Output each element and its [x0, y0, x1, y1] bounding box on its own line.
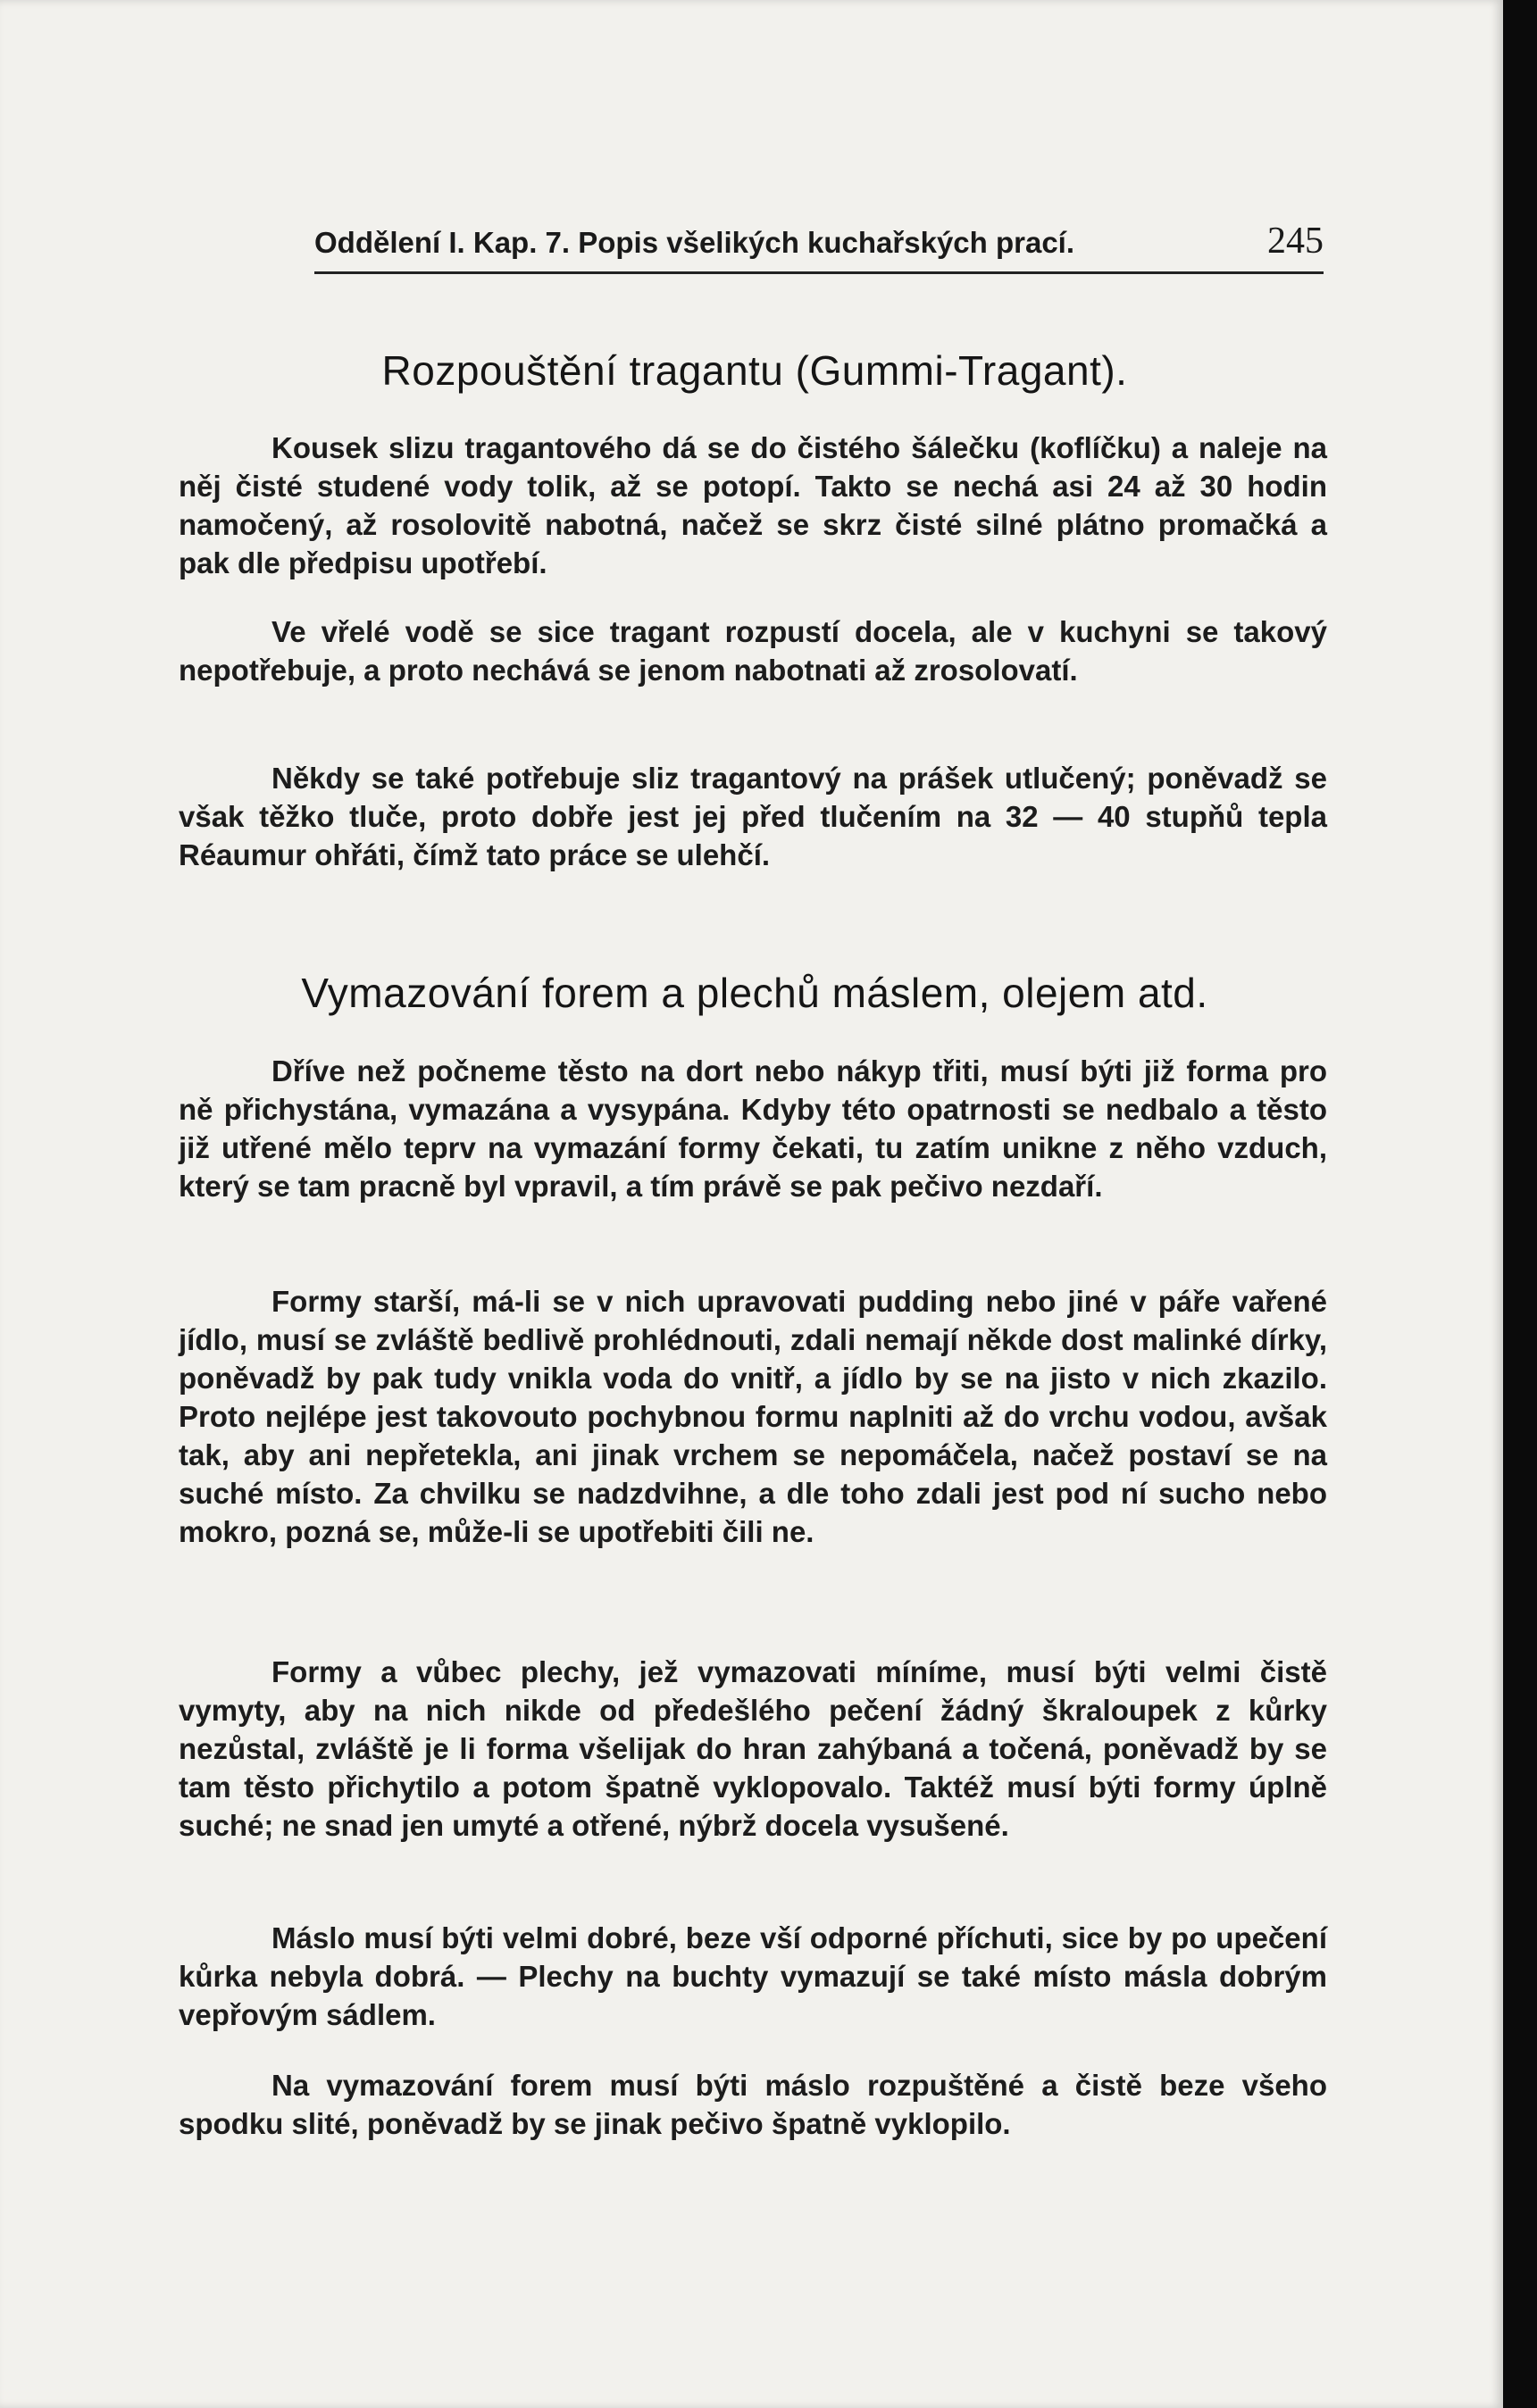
header-rule — [314, 271, 1324, 274]
paragraph: Formy starší, má-li se v nich upravovati pudding nebo jiné v páře vařené jídlo, musí se zvláště bedlivě prohlédnouti, zdali nemají někde dost malinké dírky, poněvadž by pak tudy vnikla voda do vnitř, a jídlo by se na jisto v nich zkazilo. Proto nejlépe jest takovouto pochybnou formu naplniti až do vrchu vodou, avšak tak, aby ani nepřetekla, ani jinak vrchem se nepomáčela, načež postaví se na suché místo. Za chvilku se nadzdvihne, a dle toho zdali jest pod ní sucho nebo mokro, pozná se, může-li se upotřebiti čili ne. — [179, 1285, 1327, 1548]
section-title: Rozpouštění tragantu (Gummi-Tragant). — [381, 347, 1128, 394]
running-title: Oddělení I. Kap. 7. Popis všelikých kuchařských prací. — [314, 226, 1075, 259]
paragraph: Na vymazování forem musí býti máslo rozpuštěné a čistě beze všeho spodku slité, poněvadž by se jinak pečivo špatně vyklopilo. — [179, 2069, 1327, 2140]
page-header — [314, 220, 1324, 262]
page-number: 245 — [1267, 221, 1324, 262]
paragraph: Někdy se také potřebuje sliz tragantový na prášek utlučený; poněvadž se však těžko tluče, proto dobře jest jej před tlučením na 32 — 40 stupňů tepla Réaumur ohřáti, čímž tato práce se ulehčí. — [179, 762, 1327, 871]
paragraph: Formy a vůbec plechy, jež vymazovati míníme, musí býti velmi čistě vymyty, aby na nich nikde od předešlého pečení žádný škraloupek z kůrky nezůstal, zvláště je li forma všelijak do hran zahýbaná a točená, poněvadž by se tam těsto přichytilo a potom špatně vyklopovalo. Taktéž musí býti formy úplně suché; ne snad jen umyté a otřené, nýbrž docela vysušené. — [179, 1655, 1327, 1842]
paragraph: Dříve než počneme těsto na dort nebo nákyp třiti, musí býti již forma pro ně přichystána, vymazána a vysypána. Kdyby této opatrnosti se nedbalo a těsto již utřené mělo teprv na vymazání formy čekati, tu zatím unikne z něho vzduch, který se tam pracně byl vpravil, a tím právě se pak pečivo nezdaří. — [179, 1054, 1327, 1203]
paragraph: Kousek slizu tragantového dá se do čistého šálečku (koflíčku) a naleje na něj čisté studené vody tolik, až se potopí. Takto se nechá asi 24 až 30 hodin namočený, až rosolovitě nabotná, načež se skrz čisté silné plátno promačká a pak dle předpisu upotřebí. — [179, 431, 1327, 579]
paragraph: Máslo musí býti velmi dobré, beze vší odporné příchuti, sice by po upečení kůrka nebyla dobrá. — Plechy na buchty vymazují se také místo másla dobrým vepřovým sádlem. — [179, 1921, 1327, 2031]
paragraph: Ve vřelé vodě se sice tragant rozpustí docela, ale v kuchyni se takový nepotřebuje, a proto nechává se jenom nabotnati až zrosolovatí. — [179, 615, 1327, 687]
section-title: Vymazování forem a plechů máslem, olejem atd. — [301, 970, 1208, 1016]
